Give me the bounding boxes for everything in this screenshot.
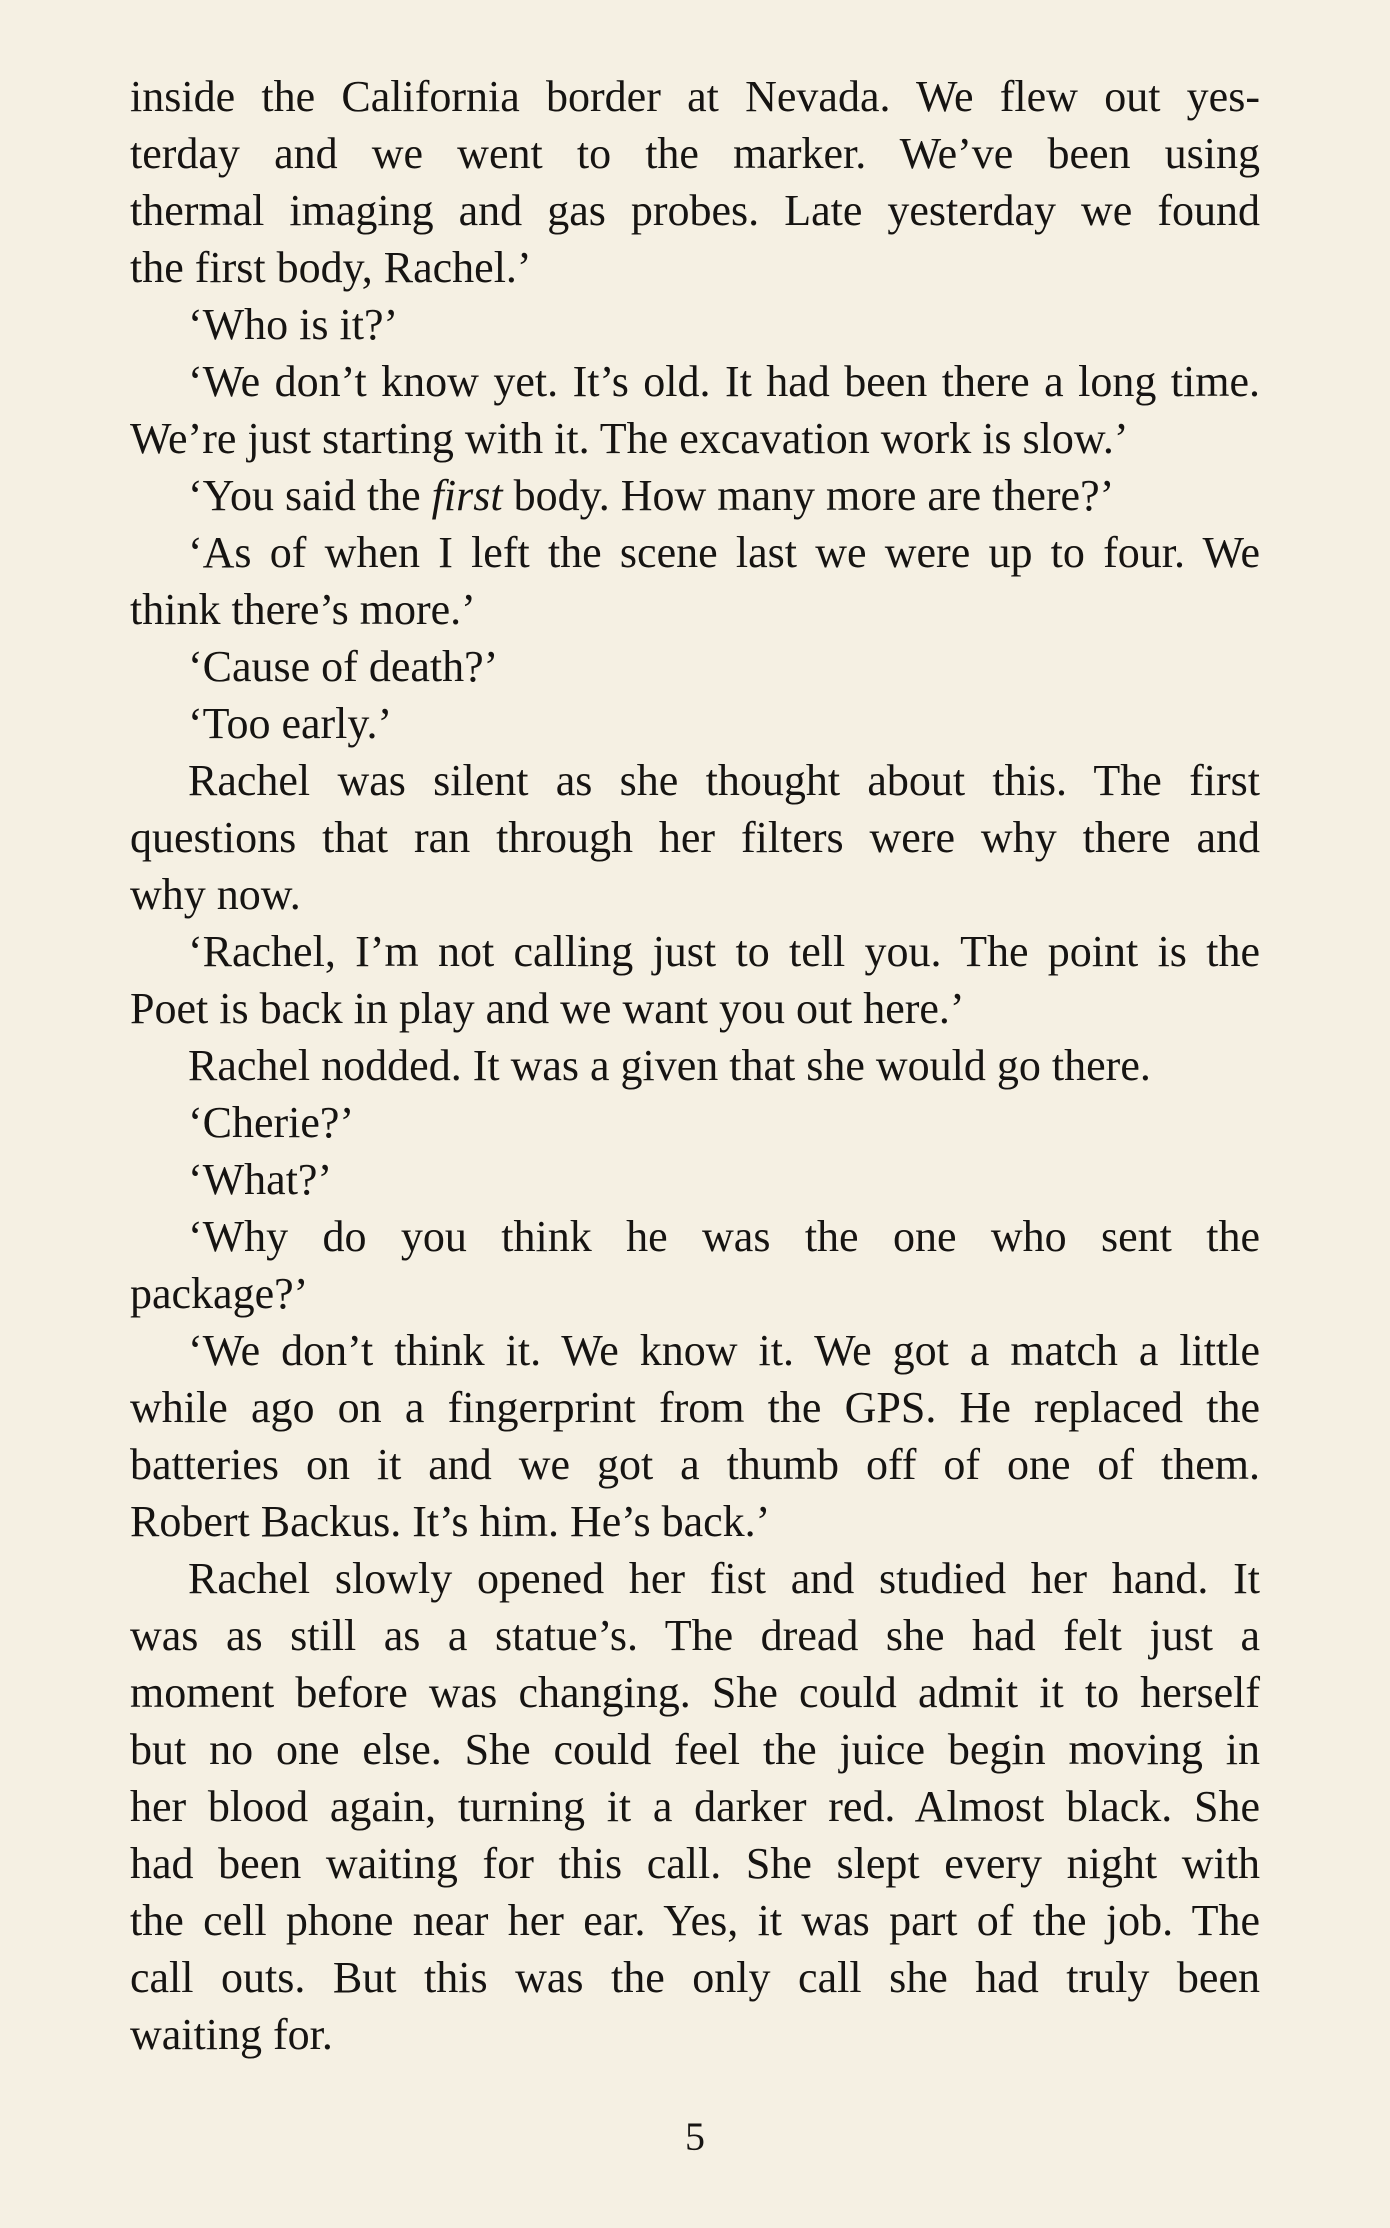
text-line: ‘We don’t think it. We know it. We got a match a little bbox=[188, 1326, 1260, 1375]
text-line: batteries on it and we got a thumb off of one of them. bbox=[130, 1440, 1260, 1489]
text-run: ‘You said the bbox=[188, 471, 432, 520]
text-line: thermal imaging and gas probes. Late yesterday we found bbox=[130, 186, 1260, 235]
italic-word: first bbox=[431, 471, 503, 520]
text-line: ‘What?’ bbox=[188, 1155, 333, 1204]
text-run: body. How many more are there?’ bbox=[502, 471, 1115, 520]
text-line: ‘Who is it?’ bbox=[188, 300, 399, 349]
text-line: ‘Why do you think he was the one who sent the bbox=[188, 1212, 1260, 1261]
text-line: inside the California border at Nevada. We flew out yes- bbox=[130, 72, 1260, 121]
text-line: think there’s more.’ bbox=[130, 585, 476, 634]
text-line: but no one else. She could feel the juice begin moving in bbox=[130, 1725, 1260, 1774]
text-line: terday and we went to the marker. We’ve been using bbox=[130, 129, 1260, 178]
text-line: ‘Too early.’ bbox=[188, 699, 393, 748]
text-line: was as still as a statue’s. The dread she had felt just a bbox=[130, 1611, 1260, 1660]
text-line: questions that ran through her filters were why there and bbox=[130, 813, 1260, 862]
text-line: had been waiting for this call. She slept every night with bbox=[130, 1839, 1260, 1888]
text-line bbox=[130, 467, 1260, 524]
text-line: moment before was changing. She could admit it to herself bbox=[130, 1668, 1260, 1717]
text-line: why now. bbox=[130, 870, 301, 919]
text-line: the first body, Rachel.’ bbox=[130, 243, 532, 292]
page-number: 5 bbox=[685, 2114, 705, 2159]
text-line: waiting for. bbox=[130, 2010, 333, 2059]
text-line: ‘Cause of death?’ bbox=[188, 642, 499, 691]
text-line: ‘We don’t know yet. It’s old. It had been there a long time. bbox=[188, 357, 1260, 406]
text-line: call outs. But this was the only call she had truly been bbox=[130, 1953, 1260, 2002]
text-line: Rachel slowly opened her fist and studied her hand. It bbox=[188, 1554, 1260, 1603]
text-line: the cell phone near her ear. Yes, it was part of the job. The bbox=[130, 1896, 1260, 1945]
text-line: Rachel was silent as she thought about this. The first bbox=[188, 756, 1260, 805]
text-line: while ago on a fingerprint from the GPS. He replaced the bbox=[130, 1383, 1260, 1432]
text-line: ‘As of when I left the scene last we were up to four. We bbox=[188, 528, 1260, 577]
text-line: We’re just starting with it. The excavation work is slow.’ bbox=[130, 414, 1129, 463]
text-line: Rachel nodded. It was a given that she would go there. bbox=[188, 1041, 1151, 1090]
text-line: Poet is back in play and we want you out here.’ bbox=[130, 984, 965, 1033]
body-text bbox=[130, 68, 1260, 2063]
text-line: Robert Backus. It’s him. He’s back.’ bbox=[130, 1497, 771, 1546]
text-line: ‘Rachel, I’m not calling just to tell you. The point is the bbox=[188, 927, 1260, 976]
text-line: package?’ bbox=[130, 1269, 309, 1318]
text-line: her blood again, turning it a darker red. Almost black. She bbox=[130, 1782, 1260, 1831]
text-line: ‘Cherie?’ bbox=[188, 1098, 355, 1147]
